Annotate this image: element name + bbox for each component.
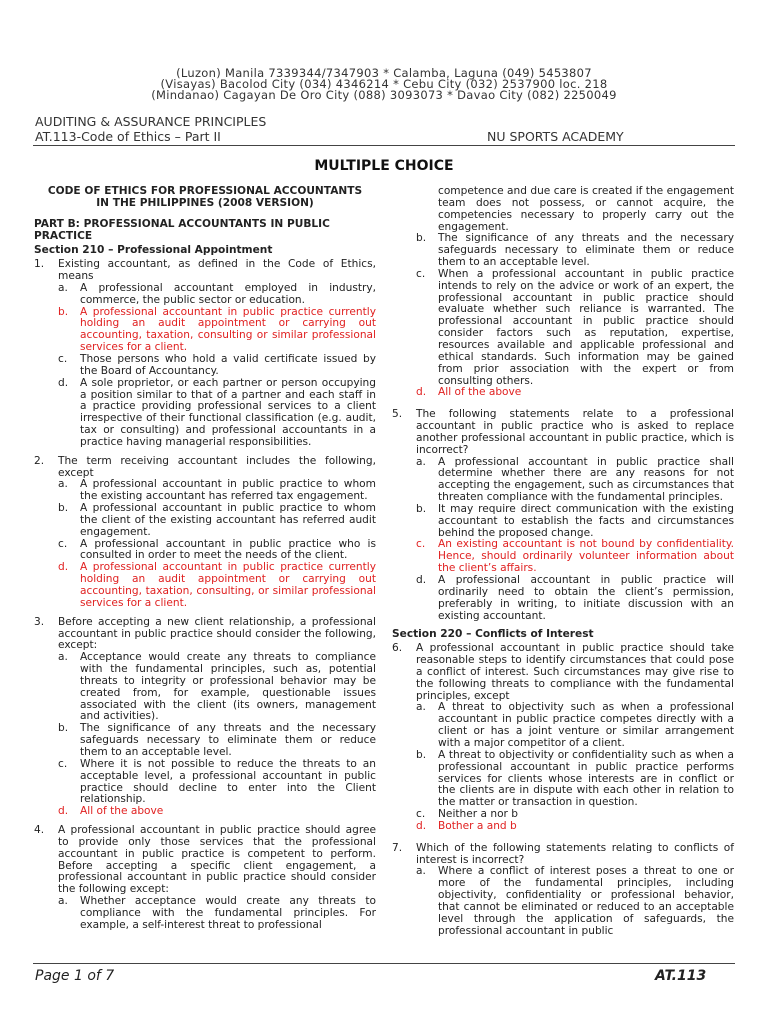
question-number: 5. — [392, 408, 403, 421]
question-stem: Which of the following statements relating to conflicts of interest is incorrect? — [416, 841, 734, 866]
question-stem: The term receiving accountant includes the following, except — [58, 454, 376, 479]
option-text: A threat to objectivity such as when a professional accountant in public practice competes directly with a client or has a joint venture or similar arrangement with a major competitor of a client. — [438, 701, 734, 749]
question-4 — [34, 825, 376, 896]
option-letter: d. — [416, 386, 427, 399]
question-number: 1. — [34, 258, 45, 271]
academy-name: NU SPORTS ACADEMY — [487, 129, 624, 144]
option-letter: d. — [58, 561, 69, 574]
option-letter: a. — [58, 478, 68, 491]
question-2 — [34, 456, 376, 480]
document-code: AT.113 — [655, 968, 707, 984]
page-number: Page 1 of 7 — [35, 968, 115, 984]
option-text: Where it is not possible to reduce the threats to an acceptable level, a professional accountant in public practice should decline to enter into the Client relationship. — [80, 757, 376, 806]
option-text: An existing accountant is not bound by confidentiality. Hence, should ordinarily volunteer information about the client’s affairs. — [438, 538, 734, 575]
option-text: The significance of any threats and the necessary safeguards necessary to eliminate them or reduce them to an acceptable level. — [438, 232, 734, 269]
option-text: Bother a and b — [438, 819, 517, 832]
option-text: The significance of any threats and the necessary safeguards necessary to eliminate them or reduce them to an acceptable level. — [80, 722, 376, 758]
question-6 — [392, 643, 734, 702]
option-text: All of the above — [438, 386, 522, 399]
option-6b — [416, 750, 734, 809]
question-3 — [34, 617, 376, 653]
option-text: A professional accountant in public practice will ordinarily need to obtain the client’s permission, preferably in writing, to initiate discussion with an existing accountant. — [438, 574, 734, 622]
option-5c-answer — [416, 539, 734, 575]
option-text: A professional accountant in public practice currently holding an audit appointment or carrying out accounting, taxation, consulting or similar professional services for a client. — [80, 305, 376, 354]
right-column — [392, 186, 734, 937]
option-4c — [416, 269, 734, 387]
option-letter: c. — [416, 538, 426, 551]
part-heading: PART B: PROFESSIONAL ACCOUNTANTS IN PUBLIC PRACTICE — [34, 217, 330, 242]
question-stem: The following statements relate to a professional accountant in public practice who is asked to replace another professional accountant in public practice, which is incorrect? — [416, 408, 734, 456]
option-text: It may require direct communication with the existing accountant to establish the facts and circumstances behind the proposed change. — [438, 502, 734, 539]
question-stem: Before accepting a new client relationship, a professional accountant in public practice should consider the following, except: — [58, 615, 376, 652]
option-letter: b. — [416, 232, 427, 245]
question-7 — [392, 843, 734, 867]
option-text: A sole proprietor, or each partner or person occupying a position similar to that of a partner and each staff in a practice providing professional services to a client irrespective of their functional classification (e.g. audit, tax or consulting) and professional accountants in a practice having managerial responsibilities. — [80, 376, 376, 448]
question-stem: A professional accountant in public practice should take reasonable steps to identify circumstances that could pose a conflict of interest. Such circumstances may give rise to the following threats to compliance with the fundamental principles, except — [416, 642, 734, 702]
course-code: AT.113-Code of Ethics – Part II — [35, 129, 221, 144]
option-letter: c. — [58, 537, 68, 550]
option-letter: a. — [416, 701, 426, 714]
section-210-heading: Section 210 – Professional Appointment — [34, 244, 273, 257]
question-stem: Existing accountant, as defined in the Code of Ethics, means — [58, 258, 376, 283]
question-number: 7. — [392, 841, 403, 854]
option-letter: b. — [58, 305, 69, 318]
option-5b — [416, 504, 734, 540]
question-number: 6. — [392, 642, 403, 655]
option-7a — [416, 866, 734, 937]
question-stem: A professional accountant in public practice should agree to provide only those services that the professional accountant in public practice is competent to perform. Before accepting a specific client engagement, a professional accountant in public practice should consider the following except: — [58, 824, 376, 896]
option-2a — [58, 479, 376, 503]
option-letter: b. — [58, 502, 69, 515]
option-1a — [58, 283, 376, 307]
question-number: 3. — [34, 615, 45, 628]
left-column — [34, 186, 376, 932]
option-text: All of the above — [80, 805, 164, 818]
option-text: Neither a nor b — [438, 808, 518, 821]
option-6d-answer — [416, 821, 734, 833]
option-text: A professional accountant in public practice shall determine whether there are any reasons for not accepting the engagement, such as circumstances that threaten compliance with the fundamental principles. — [438, 455, 734, 504]
document-title — [34, 186, 376, 210]
question-number: 2. — [34, 454, 45, 467]
option-3d-answer — [58, 806, 376, 818]
option-4a-continued: competence and due care is created if the engagement team does not possess, or cannot acquire, the competencies necessary to properly carry out the engagement. — [438, 185, 734, 233]
option-letter: c. — [58, 352, 68, 365]
option-3b — [58, 723, 376, 759]
option-text: Acceptance would create any threats to compliance with the fundamental principles, such as, potential threats to integrity or professional behavior may be created from, for example, questionable issues associated with the client (its owners, management and activities). — [80, 651, 376, 723]
option-2d-answer — [58, 562, 376, 609]
contact-mindanao: (Mindanao) Cagayan De Oro City (088) 3093073 * Davao City (082) 2250049 — [151, 88, 617, 102]
header-divider — [33, 145, 735, 146]
question-1 — [34, 259, 376, 283]
option-3c — [58, 759, 376, 806]
question-5 — [392, 409, 734, 456]
option-letter: d. — [416, 819, 427, 832]
option-letter: a. — [416, 455, 426, 468]
option-text: A professional accountant employed in industry, commerce, the public sector or education. — [80, 281, 376, 306]
option-text: When a professional accountant in public practice intends to rely on the advice or work of an expert, the professional accountant in public practice should evaluate whether such reliance is warranted. The professional accountant in public practice should consider factors such as reputation, expertise, resources available and applicable professional and ethical standards. Such information may be gained from prior association with the expert or from consulting others. — [438, 267, 734, 387]
option-5d — [416, 575, 734, 622]
option-text: A professional accountant in public practice who is consulted in order to meet the needs of the client. — [80, 537, 376, 562]
option-letter: c. — [416, 267, 426, 280]
option-letter: a. — [58, 895, 68, 908]
option-text: A professional accountant in public practice to whom the existing accountant has referred tax engagement. — [80, 478, 376, 503]
option-letter: d. — [416, 574, 427, 586]
title-line-1: CODE OF ETHICS FOR PROFESSIONAL ACCOUNTANTS — [47, 185, 363, 197]
option-4a — [58, 896, 376, 932]
option-letter: a. — [416, 865, 426, 878]
section-220-heading: Section 220 – Conflicts of Interest — [392, 628, 594, 641]
option-1b-answer — [58, 307, 376, 354]
option-1c — [58, 354, 376, 378]
option-letter: c. — [416, 808, 426, 821]
option-text: A professional accountant in public practice currently holding an audit appointment or carrying out accounting, taxation, consulting, or similar professional services for a client. — [80, 561, 376, 609]
option-2c — [58, 539, 376, 563]
option-1d — [58, 378, 376, 449]
option-text: A professional accountant in public practice to whom the client of the existing accountant has referred audit engagement. — [80, 502, 376, 538]
contact-visayas: (Visayas) Bacolod City (034) 4346214 * Cebu City (032) 2537900 loc. 218 — [160, 77, 608, 91]
option-letter: b. — [416, 748, 427, 761]
option-5a — [416, 457, 734, 504]
option-3a — [58, 652, 376, 723]
option-letter: c. — [58, 757, 68, 770]
option-letter: d. — [58, 376, 69, 389]
option-letter: b. — [58, 722, 69, 735]
option-text: Those persons who hold a valid certificate issued by the Board of Accountancy. — [80, 352, 376, 377]
option-letter: a. — [58, 651, 68, 664]
option-text: A threat to objectivity or confidentiality such as when a professional accountant in public practice performs services for clients whose interests are in conflict or the clients are in dispute with each other in relation to the matter or transaction in question. — [438, 748, 734, 809]
footer-divider — [33, 963, 735, 964]
option-2b — [58, 503, 376, 539]
question-number: 4. — [34, 824, 45, 837]
contact-luzon: (Luzon) Manila 7339344/7347903 * Calamba, Laguna (049) 5453807 — [176, 66, 592, 80]
option-text: Where a conflict of interest poses a threat to one or more of the fundamental principles, including objectivity, confidentiality or professional behavior, that cannot be eliminated or reduced to an acceptable level through the application of safeguards, the professional accountant in public — [438, 865, 734, 937]
option-4b — [416, 233, 734, 269]
option-4d-answer — [416, 387, 734, 399]
subject-title: AUDITING & ASSURANCE PRINCIPLES — [35, 114, 267, 129]
option-letter: d. — [58, 805, 69, 818]
option-letter: a. — [58, 281, 68, 294]
option-6a — [416, 702, 734, 749]
option-letter: b. — [416, 502, 427, 515]
title-line-2: IN THE PHILIPPINES (2008 VERSION) — [96, 196, 314, 209]
section-heading: MULTIPLE CHOICE — [314, 158, 454, 174]
option-text: Whether acceptance would create any threats to compliance with the fundamental principles. For example, a self-interest threat to professional — [80, 895, 376, 931]
